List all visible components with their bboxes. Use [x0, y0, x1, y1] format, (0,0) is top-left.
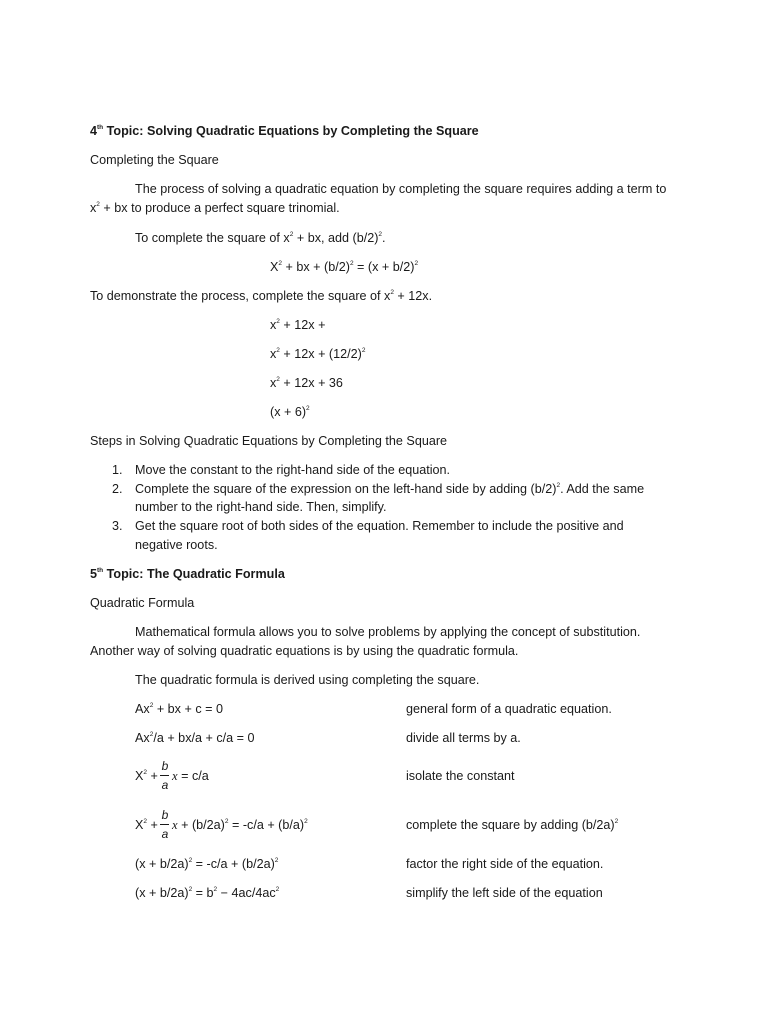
fraction-bar: [160, 824, 169, 825]
topic5-heading: 5th Topic: The Quadratic Formula: [90, 567, 285, 581]
list-number-3: 3.: [112, 519, 123, 533]
fraction-numerator: b: [161, 759, 169, 773]
fraction-bar: [160, 775, 169, 776]
topic5-para1-line1: Mathematical formula allows you to solve problems by applying the concept of substitution.: [135, 625, 641, 639]
derivation-eq-1: $Ax^2$ + bx + c = 0: [135, 702, 223, 716]
fraction-denominator: a: [161, 827, 169, 841]
derivation-eq-3-right: x = c/a: [172, 769, 209, 783]
list-number-2: 2.: [112, 482, 123, 496]
list-item-3-line1: Get the square root of both sides of the equation. Remember to include the positive and: [135, 519, 624, 533]
derivation-eq-4-right: $x + (b/2a)^2 = -c/a + (b/a)^2$: [172, 818, 308, 832]
derivation-note-1: general form of a quadratic equation.: [406, 702, 612, 716]
list-item-2-line1: Complete the square of the expression on the left-hand side by adding $(b/2)^2$. Add the same: [135, 482, 645, 496]
derivation-note-6: simplify the left side of the equation: [406, 886, 603, 900]
demo-step-2: $x^2 + 12x + (12/2)^2$: [270, 347, 366, 361]
demo-step-3: $x^2 + 12x + 36$: [270, 376, 343, 390]
fraction-numerator: b: [161, 808, 169, 822]
fraction-denominator: a: [161, 778, 169, 792]
derivation-eq-6: $(x + b/2a)^2 = b^2 - 4ac/4ac^2$: [135, 886, 280, 900]
derivation-eq-4-left: $X^2$ +: [135, 818, 158, 832]
derivation-eq-2: $Ax^2/a + bx/a + c/a = 0$: [135, 731, 255, 745]
derivation-eq-5: $(x + b/2a)^2 = -c/a + (b/2a)^2$: [135, 857, 279, 871]
topic4-heading: 4th Topic: Solving Quadratic Equations by Completing the Square: [90, 124, 479, 138]
derivation-eq-3-left: $X^2$ +: [135, 769, 158, 783]
demo-step-1: $x^2 + 12x$ +: [270, 318, 326, 332]
topic4-para1-line2: $x^2$ + bx to produce a perfect square trinomial.: [90, 201, 340, 215]
steps-title: Steps in Solving Quadratic Equations by Completing the Square: [90, 434, 448, 448]
derivation-note-2: divide all terms by a.: [406, 731, 521, 745]
topic5-para2: The quadratic formula is derived using completing the square.: [135, 673, 480, 687]
list-item-2-line2: number to the right-hand side. Then, simplify.: [135, 500, 387, 514]
topic4-rule: To complete the square of $x^2$ + bx, add $(b/2)^2$.: [135, 231, 386, 245]
topic5-para1-line2: Another way of solving quadratic equations is by using the quadratic formula.: [90, 644, 519, 658]
list-item-3-line2: negative roots.: [135, 538, 218, 552]
demo-step-4: $(x + 6)^2$: [270, 405, 310, 419]
derivation-note-4: complete the square by adding $(b/2a)^2$: [406, 818, 619, 832]
topic5-subheading: Quadratic Formula: [90, 596, 195, 610]
derivation-note-3: isolate the constant: [406, 769, 515, 783]
derivation-note-5: factor the right side of the equation.: [406, 857, 604, 871]
topic4-demo: To demonstrate the process, complete the square of $x^2 + 12x$.: [90, 289, 433, 303]
topic4-subheading: Completing the Square: [90, 153, 219, 167]
topic4-para1-line1: The process of solving a quadratic equation by completing the square requires adding a term to: [135, 182, 667, 196]
topic4-identity: $X^2$ + bx + $(b/2)^2 = (x + b/2)^2$: [270, 260, 419, 274]
list-number-1: 1.: [112, 463, 123, 477]
list-item-1: Move the constant to the right-hand side of the equation.: [135, 463, 451, 477]
